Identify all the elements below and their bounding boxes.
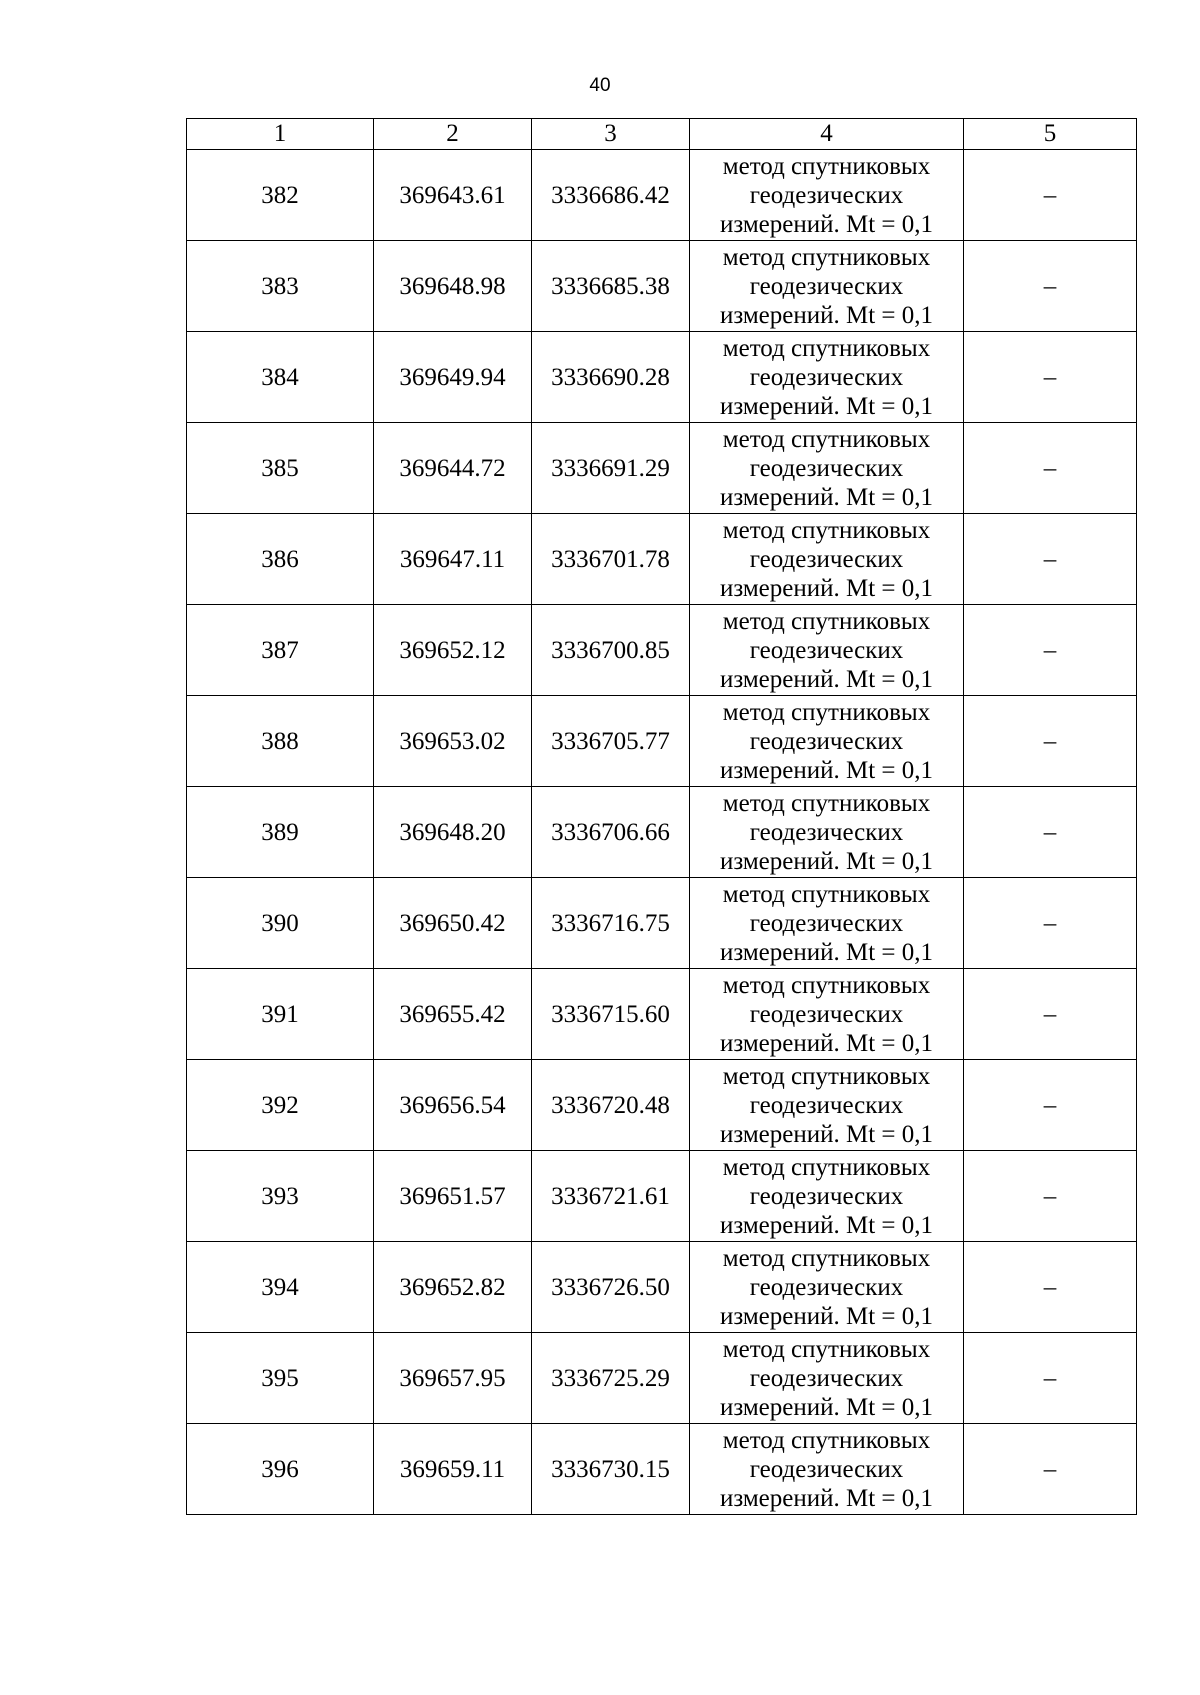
x-coordinate-cell: 369644.72 bbox=[374, 423, 532, 514]
table-row bbox=[187, 787, 1137, 878]
method-line: измерений. Mt = 0,1 bbox=[719, 301, 934, 329]
method-line: геодезических bbox=[749, 363, 904, 391]
point-number-cell: 382 bbox=[187, 150, 374, 241]
note-cell: – bbox=[964, 969, 1137, 1060]
note-cell: – bbox=[964, 1333, 1137, 1424]
method-line: метод спутниковых bbox=[722, 607, 931, 635]
method-line: метод спутниковых bbox=[722, 698, 931, 726]
method-cell bbox=[690, 332, 964, 423]
method-line: метод спутниковых bbox=[722, 789, 931, 817]
method-line: геодезических bbox=[749, 818, 904, 846]
y-coordinate-cell: 3336720.48 bbox=[532, 1060, 690, 1151]
note-cell: – bbox=[964, 1424, 1137, 1515]
method-line: измерений. Mt = 0,1 bbox=[719, 574, 934, 602]
y-coordinate-cell: 3336685.38 bbox=[532, 241, 690, 332]
x-coordinate-cell: 369648.20 bbox=[374, 787, 532, 878]
table-row bbox=[187, 1242, 1137, 1333]
header-col-1: 1 bbox=[187, 119, 374, 150]
method-line: измерений. Mt = 0,1 bbox=[719, 847, 934, 875]
note-cell: – bbox=[964, 150, 1137, 241]
method-line: метод спутниковых bbox=[722, 152, 931, 180]
table-row bbox=[187, 696, 1137, 787]
point-number-cell: 391 bbox=[187, 969, 374, 1060]
page-number: 40 bbox=[589, 75, 611, 96]
table-row bbox=[187, 150, 1137, 241]
point-number-cell: 386 bbox=[187, 514, 374, 605]
y-coordinate-cell: 3336701.78 bbox=[532, 514, 690, 605]
method-line: измерений. Mt = 0,1 bbox=[719, 210, 934, 238]
x-coordinate-cell: 369652.82 bbox=[374, 1242, 532, 1333]
note-cell: – bbox=[964, 1060, 1137, 1151]
method-line: метод спутниковых bbox=[722, 1153, 931, 1181]
method-line: геодезических bbox=[749, 454, 904, 482]
x-coordinate-cell: 369647.11 bbox=[374, 514, 532, 605]
header-col-3: 3 bbox=[532, 119, 690, 150]
header-col-4: 4 bbox=[690, 119, 964, 150]
table-body bbox=[187, 150, 1137, 1515]
method-line: метод спутниковых bbox=[722, 516, 931, 544]
note-cell: – bbox=[964, 787, 1137, 878]
x-coordinate-cell: 369651.57 bbox=[374, 1151, 532, 1242]
method-line: измерений. Mt = 0,1 bbox=[719, 1029, 934, 1057]
header-row bbox=[187, 119, 1137, 150]
coordinates-table bbox=[186, 118, 1137, 1515]
method-line: измерений. Mt = 0,1 bbox=[719, 756, 934, 784]
x-coordinate-cell: 369653.02 bbox=[374, 696, 532, 787]
note-cell: – bbox=[964, 878, 1137, 969]
table-row bbox=[187, 332, 1137, 423]
note-cell: – bbox=[964, 332, 1137, 423]
method-cell bbox=[690, 1242, 964, 1333]
y-coordinate-cell: 3336716.75 bbox=[532, 878, 690, 969]
table-header bbox=[187, 119, 1137, 150]
method-line: метод спутниковых bbox=[722, 971, 931, 999]
point-number-cell: 394 bbox=[187, 1242, 374, 1333]
method-line: геодезических bbox=[749, 1182, 904, 1210]
method-line: геодезических bbox=[749, 1364, 904, 1392]
point-number-cell: 388 bbox=[187, 696, 374, 787]
method-line: измерений. Mt = 0,1 bbox=[719, 1393, 934, 1421]
method-line: измерений. Mt = 0,1 bbox=[719, 1120, 934, 1148]
y-coordinate-cell: 3336700.85 bbox=[532, 605, 690, 696]
method-cell bbox=[690, 969, 964, 1060]
method-line: геодезических bbox=[749, 909, 904, 937]
method-cell bbox=[690, 1333, 964, 1424]
table-row bbox=[187, 878, 1137, 969]
y-coordinate-cell: 3336721.61 bbox=[532, 1151, 690, 1242]
method-line: геодезических bbox=[749, 1455, 904, 1483]
y-coordinate-cell: 3336706.66 bbox=[532, 787, 690, 878]
method-line: геодезических bbox=[749, 636, 904, 664]
y-coordinate-cell: 3336690.28 bbox=[532, 332, 690, 423]
note-cell: – bbox=[964, 241, 1137, 332]
x-coordinate-cell: 369648.98 bbox=[374, 241, 532, 332]
x-coordinate-cell: 369656.54 bbox=[374, 1060, 532, 1151]
table-row bbox=[187, 605, 1137, 696]
y-coordinate-cell: 3336686.42 bbox=[532, 150, 690, 241]
y-coordinate-cell: 3336730.15 bbox=[532, 1424, 690, 1515]
x-coordinate-cell: 369649.94 bbox=[374, 332, 532, 423]
method-cell bbox=[690, 1151, 964, 1242]
method-line: метод спутниковых bbox=[722, 1062, 931, 1090]
method-cell bbox=[690, 150, 964, 241]
y-coordinate-cell: 3336726.50 bbox=[532, 1242, 690, 1333]
point-number-cell: 384 bbox=[187, 332, 374, 423]
method-cell bbox=[690, 514, 964, 605]
table-row bbox=[187, 969, 1137, 1060]
method-cell bbox=[690, 423, 964, 514]
y-coordinate-cell: 3336715.60 bbox=[532, 969, 690, 1060]
method-cell bbox=[690, 241, 964, 332]
note-cell: – bbox=[964, 605, 1137, 696]
table-row bbox=[187, 514, 1137, 605]
header-col-2: 2 bbox=[374, 119, 532, 150]
x-coordinate-cell: 369652.12 bbox=[374, 605, 532, 696]
note-cell: – bbox=[964, 696, 1137, 787]
method-line: измерений. Mt = 0,1 bbox=[719, 1302, 934, 1330]
point-number-cell: 387 bbox=[187, 605, 374, 696]
method-cell bbox=[690, 1424, 964, 1515]
method-line: метод спутниковых bbox=[722, 243, 931, 271]
x-coordinate-cell: 369657.95 bbox=[374, 1333, 532, 1424]
point-number-cell: 385 bbox=[187, 423, 374, 514]
point-number-cell: 389 bbox=[187, 787, 374, 878]
method-line: измерений. Mt = 0,1 bbox=[719, 1211, 934, 1239]
header-col-5: 5 bbox=[964, 119, 1137, 150]
method-line: геодезических bbox=[749, 181, 904, 209]
method-line: геодезических bbox=[749, 545, 904, 573]
method-line: измерений. Mt = 0,1 bbox=[719, 483, 934, 511]
method-line: геодезических bbox=[749, 1000, 904, 1028]
method-cell bbox=[690, 605, 964, 696]
method-line: геодезических bbox=[749, 1273, 904, 1301]
point-number-cell: 393 bbox=[187, 1151, 374, 1242]
point-number-cell: 395 bbox=[187, 1333, 374, 1424]
x-coordinate-cell: 369643.61 bbox=[374, 150, 532, 241]
note-cell: – bbox=[964, 1242, 1137, 1333]
method-line: измерений. Mt = 0,1 bbox=[719, 665, 934, 693]
method-line: метод спутниковых bbox=[722, 1335, 931, 1363]
method-cell bbox=[690, 878, 964, 969]
table-row bbox=[187, 1333, 1137, 1424]
y-coordinate-cell: 3336725.29 bbox=[532, 1333, 690, 1424]
method-line: геодезических bbox=[749, 727, 904, 755]
method-line: измерений. Mt = 0,1 bbox=[719, 392, 934, 420]
method-cell bbox=[690, 696, 964, 787]
y-coordinate-cell: 3336691.29 bbox=[532, 423, 690, 514]
table-row bbox=[187, 241, 1137, 332]
point-number-cell: 392 bbox=[187, 1060, 374, 1151]
method-line: геодезических bbox=[749, 272, 904, 300]
method-line: метод спутниковых bbox=[722, 1426, 931, 1454]
method-line: метод спутниковых bbox=[722, 425, 931, 453]
y-coordinate-cell: 3336705.77 bbox=[532, 696, 690, 787]
method-cell bbox=[690, 1060, 964, 1151]
table-row bbox=[187, 1424, 1137, 1515]
x-coordinate-cell: 369659.11 bbox=[374, 1424, 532, 1515]
x-coordinate-cell: 369650.42 bbox=[374, 878, 532, 969]
note-cell: – bbox=[964, 514, 1137, 605]
point-number-cell: 383 bbox=[187, 241, 374, 332]
method-line: измерений. Mt = 0,1 bbox=[719, 1484, 934, 1512]
table-row bbox=[187, 1060, 1137, 1151]
method-line: измерений. Mt = 0,1 bbox=[719, 938, 934, 966]
method-line: метод спутниковых bbox=[722, 1244, 931, 1272]
note-cell: – bbox=[964, 1151, 1137, 1242]
point-number-cell: 396 bbox=[187, 1424, 374, 1515]
x-coordinate-cell: 369655.42 bbox=[374, 969, 532, 1060]
method-cell bbox=[690, 787, 964, 878]
method-line: метод спутниковых bbox=[722, 334, 931, 362]
table-row bbox=[187, 423, 1137, 514]
method-line: геодезических bbox=[749, 1091, 904, 1119]
note-cell: – bbox=[964, 423, 1137, 514]
point-number-cell: 390 bbox=[187, 878, 374, 969]
table-row bbox=[187, 1151, 1137, 1242]
method-line: метод спутниковых bbox=[722, 880, 931, 908]
